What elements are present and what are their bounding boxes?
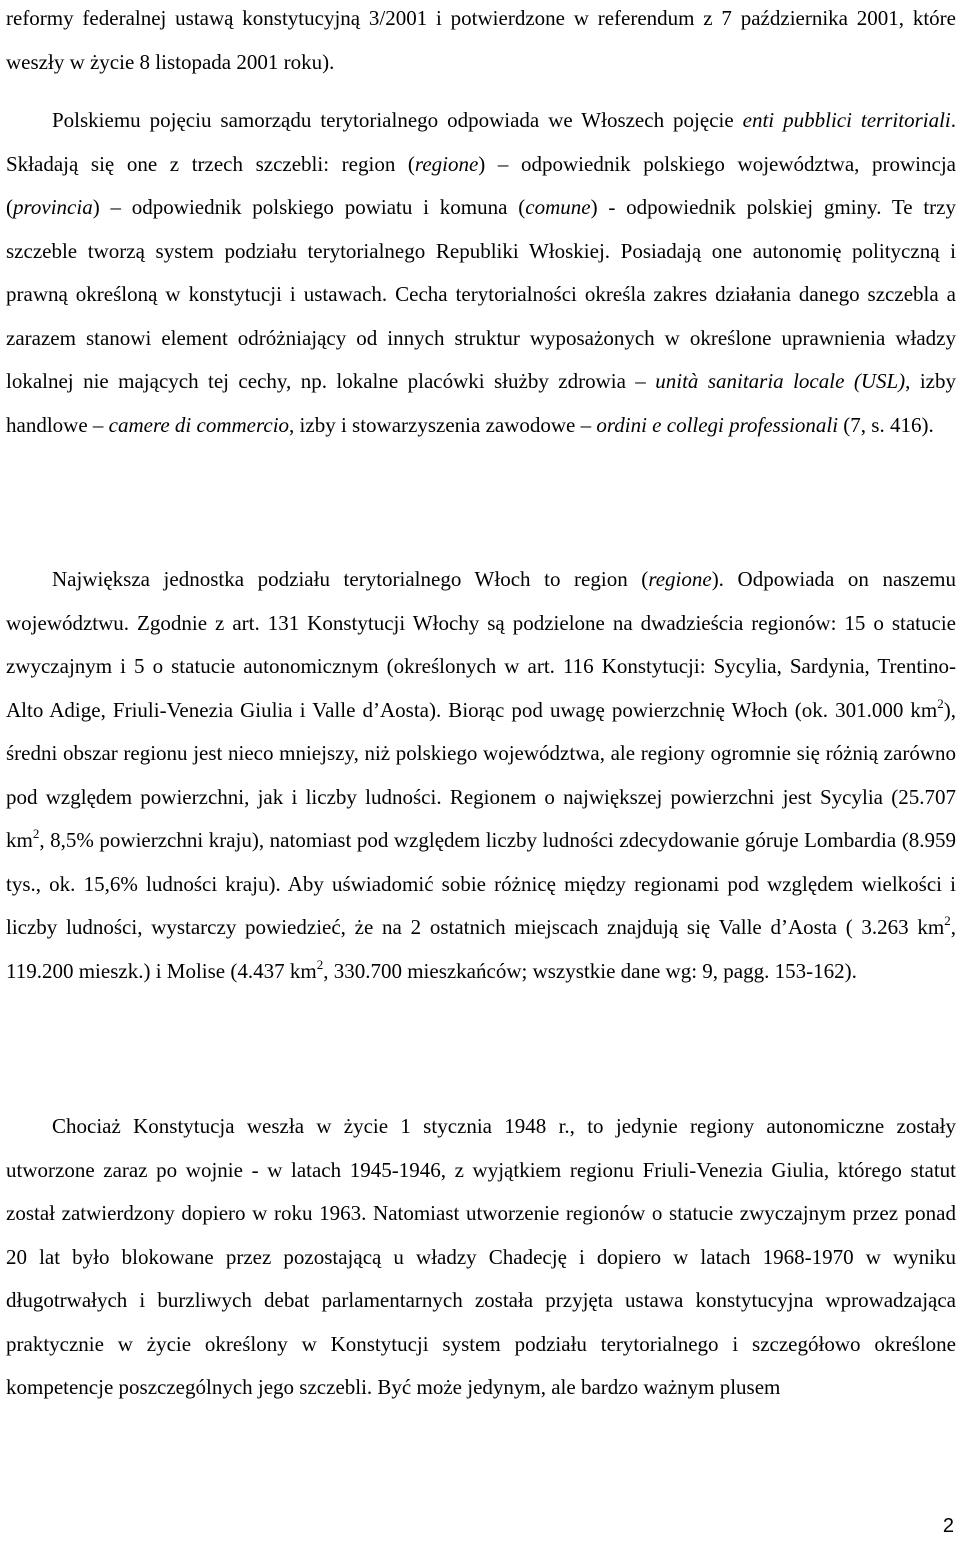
text-segment: reformy federalnej ustawą konstytucyjną 3/2001 i potwierdzone w referendum z 7 października 2001, które weszły w życie 8 listopada 2001 roku). (6, 6, 956, 74)
text-segment: ). Odpowiada on naszemu województwu. Zgodnie z art. 131 Konstytucji Włochy są podzielone na dwadzieścia regionów: 15 o statucie zwyczajnym i 5 o statucie autonomicznym (określonych w art. 116 Konstytucji: Sycylia, Sardynia, Trentino-Alto Adige, Friuli-Venezia Giulia i Valle d’Aosta). Biorąc pod uwagę powierzchnię Włoch (ok. 301.000 km (6, 567, 957, 722)
paragraph (6, 99, 956, 447)
italic-term: provincia (13, 195, 93, 219)
paragraph (6, 0, 956, 84)
text-segment: ) – odpowiednik polskiego województwa, prowincja ( (6, 151, 956, 219)
text-segment: , 330.700 mieszkańców; wszystkie dane wg: 9, pagg. 153-162). (323, 958, 857, 983)
italic-term: regione (648, 567, 712, 591)
text-segment: ) - odpowiednik polskiej gminy. Te trzy szczeble tworzą system podziału terytorialnego Republiki Włoskiej. Posiadają one autonomię polityczną i prawną określoną w konstytucji i ustawach. Cecha terytorialności określa zakres działania danego szczebla a zarazem stanowi element odróżniający od innych struktur wyposażonych w określone uprawnienia władzy lokalnej nie mających tej cechy, np. lokalne placówki służby zdrowia – (6, 195, 956, 393)
text-segment: , izby handlowe – (6, 369, 956, 437)
italic-term: unità sanitaria locale (USL) (655, 369, 906, 393)
superscript: 2 (944, 913, 951, 928)
text-segment: , 8,5% powierzchni kraju), natomiast pod względem liczby ludności zdecydowanie góruje Lombardia (8.959 tys., ok. 15,6% ludności kraju). Aby uświadomić sobie różnicę między regionami pod względem wielkości i liczby ludności, wystarczy powiedzieć, że na 2 ostatnich miejscach znajdują się Valle d’Aosta ( 3.263 km (6, 828, 956, 939)
text-segment: Największa jednostka podziału terytorialnego Włoch to region ( (52, 567, 649, 591)
paragraph (6, 1105, 956, 1410)
paragraph (6, 558, 956, 993)
superscript: 2 (937, 695, 944, 711)
superscript: 2 (316, 956, 324, 972)
text-segment: . Składają się one z trzech szczebli: region ( (6, 108, 956, 176)
text-segment: Polskiemu pojęciu samorządu terytorialnego odpowiada we Włoszech pojęcie (52, 108, 743, 132)
text-segment: , izby i stowarzyszenia zawodowe – (289, 412, 597, 437)
text-segment: Chociaż Konstytucja weszła w życie 1 stycznia 1948 r., to jedynie regiony autonomiczne zostały utworzone zaraz po wojnie - w latach 1945-1946, z wyjątkiem regionu Friuli-Venezia Giulia, którego statut został zatwierdzony dopiero w roku 1963. Natomiast utworzenie regionów o statucie zwyczajnym przez ponad 20 lat było blokowane przez pozostającą u władzy Chadecję i dopiero w latach 1968-1970 w wyniku długotrwałych i burzliwych debat parlamentarnych została przyjęta ustawa konstytucyjna wprowadzająca praktycznie w życie określony w Konstytucji system podziału terytorialnego i szczegółowo określone kompetencje poszczególnych jego szczebli. Być może jedynym, ale bardzo ważnym plusem (6, 1114, 956, 1399)
text-segment: , 119.200 mieszk.) i Molise (4.437 km (6, 915, 956, 983)
italic-term: camere di commercio (108, 412, 290, 437)
page-number: 2 (942, 1515, 954, 1537)
text-segment: ) – odpowiednik polskiego powiatu i komuna ( (92, 195, 526, 219)
italic-term: ordini e collegi professionali (596, 412, 839, 437)
italic-term: comune (525, 195, 591, 219)
italic-term: enti pubblici territoriali (742, 108, 951, 132)
text-segment: (7, s. 416). (838, 412, 934, 437)
italic-term: regione (414, 151, 479, 176)
text-segment: ), średni obszar regionu jest nieco mniejszy, niż polskiego województwa, ale regiony ogromnie się różnią zarówno pod względem powierzchni, jak i liczby ludności. Regionem o największej powierzchni jest Sycylia (25.707 km (6, 697, 956, 852)
superscript: 2 (32, 826, 40, 841)
